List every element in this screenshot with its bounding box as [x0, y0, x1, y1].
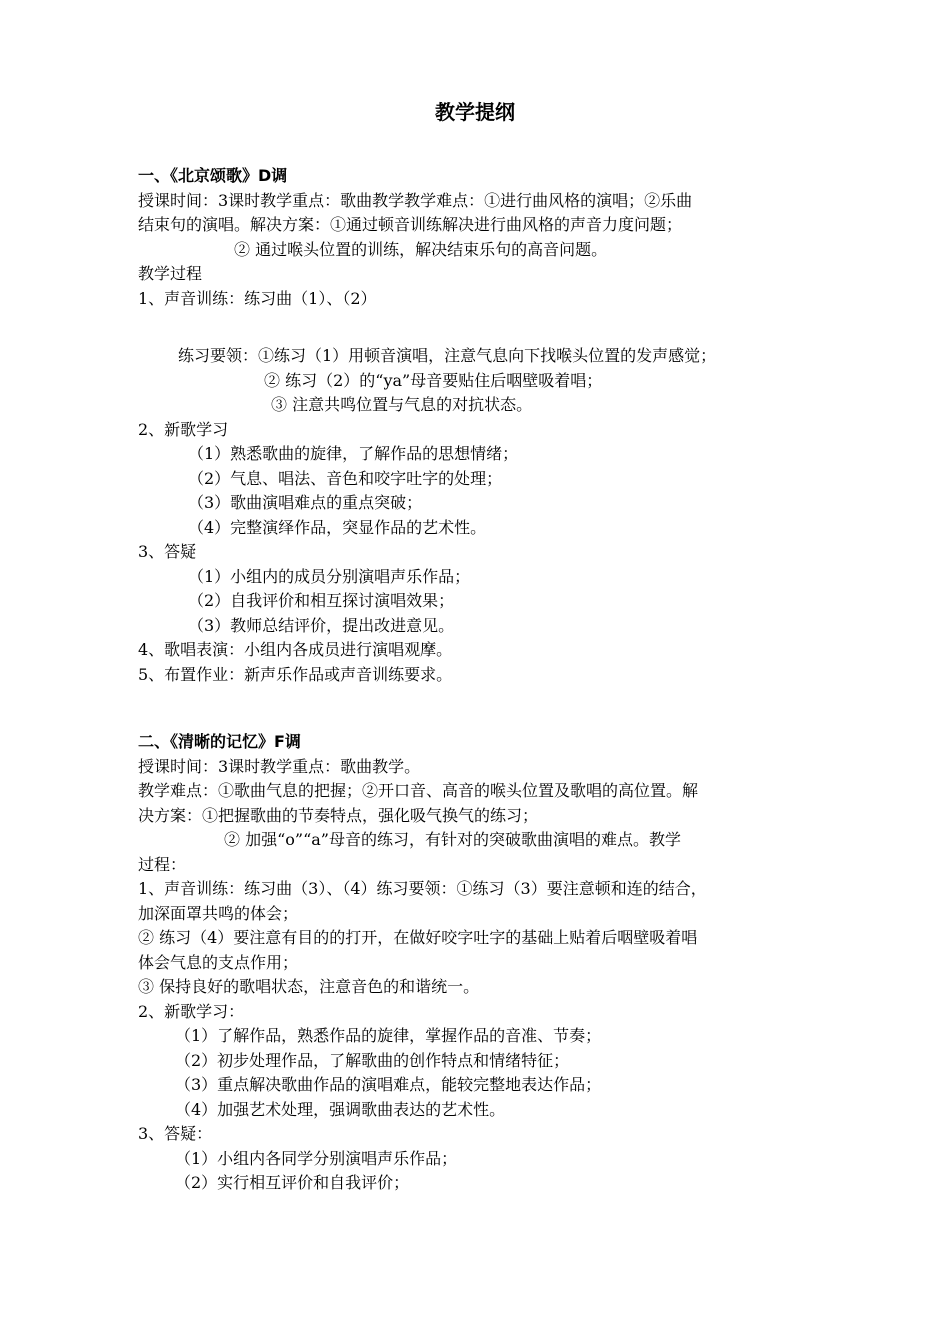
section-2-line: ② 练习（4）要注意有目的的打开，在做好咬字吐字的基础上贴着后咽壁吸着唱 [138, 928, 698, 947]
qa-title: 3、答疑： [138, 1124, 213, 1143]
section-2-line: ③ 保持良好的歌唱状态，注意音色的和谐统一。 [138, 977, 480, 996]
section-1-line: 教学过程 [138, 264, 203, 283]
qa-item: （1）小组内各同学分别演唱声乐作品； [175, 1148, 458, 1168]
section-1-line: 授课时间：3课时教学重点：歌曲教学教学难点：①进行曲风格的演唱；②乐曲 [138, 190, 693, 210]
new-song-item: （1）熟悉歌曲的旋律，了解作品的思想情绪； [188, 444, 519, 463]
section-1 [138, 164, 828, 311]
section-2-line: 1、声音训练：练习曲（3）、（4）练习要领：①练习（3）要注意顿和连的结合， [138, 879, 707, 898]
tail-line: 4、歌唱表演：小组内各成员进行演唱观摩。 [138, 640, 453, 659]
section-2-line: 体会气息的支点作用； [138, 952, 299, 972]
section-2-line: ② 加强“o”“a”母音的练习，有针对的突破歌曲演唱的难点。教学 [224, 830, 681, 849]
new-song-item: （3）重点解决歌曲作品的演唱难点，能较完整地表达作品； [175, 1075, 602, 1094]
document-title: 教学提纲 [435, 100, 515, 124]
qa-item: （1）小组内的成员分别演唱声乐作品； [188, 566, 471, 586]
section-2-line: 过程： [138, 854, 187, 874]
practice-line: ③ 注意共鸣位置与气息的对抗状态。 [271, 395, 533, 414]
section-1-line: 结束句的演唱。解决方案：①通过顿音训练解决进行曲风格的声音力度问题； [138, 215, 683, 234]
new-song-item: （2）初步处理作品，了解歌曲的创作特点和情绪特征； [175, 1050, 570, 1070]
section-1-heading: 一、《北京颂歌》D调 [138, 166, 288, 185]
new-song-title: 2、新歌学习： [138, 1001, 245, 1021]
new-song-item: （4）完整演绎作品，突显作品的艺术性。 [188, 517, 487, 537]
practice-line: 练习要领：①练习（1）用顿音演唱，注意气息向下找喉头位置的发声感觉； [178, 346, 717, 365]
section-2 [138, 730, 828, 1196]
section-1-practice [138, 344, 828, 687]
new-song-item: （1）了解作品，熟悉作品的旋律，掌握作品的音准、节奏； [175, 1026, 602, 1045]
section-2-line: 教学难点：①歌曲气息的把握；②开口音、高音的喉头位置及歌唱的高位置。解 [138, 781, 699, 800]
section-2-line: 授课时间：3课时教学重点：歌曲教学。 [138, 756, 421, 776]
practice-line: ② 练习（2）的“ya”母音要贴住后咽壁吸着唱； [264, 370, 603, 390]
new-song-item: （2）气息、唱法、音色和咬字吐字的处理； [188, 468, 503, 488]
qa-item: （2）自我评价和相互探讨演唱效果； [188, 591, 455, 610]
new-song-title: 2、新歌学习 [138, 419, 229, 439]
qa-title: 3、答疑 [138, 542, 197, 561]
qa-item: （3）教师总结评价，提出改进意见。 [188, 615, 455, 635]
section-2-heading: 二、《清晰的记忆》F调 [138, 732, 301, 751]
section-1-line: ② 通过喉头位置的训练，解决结束乐句的高音问题。 [234, 239, 608, 259]
section-2-line: 决方案：①把握歌曲的节奏特点，强化吸气换气的练习； [138, 805, 539, 825]
new-song-item: （3）歌曲演唱难点的重点突破； [188, 493, 423, 512]
section-2-line: 加深面罩共鸣的体会； [138, 903, 299, 923]
tail-line: 5、布置作业：新声乐作品或声音训练要求。 [138, 664, 453, 684]
section-1-line: 1、声音训练：练习曲（1）、（2） [138, 288, 377, 308]
qa-item: （2）实行相互评价和自我评价； [175, 1173, 410, 1192]
new-song-item: （4）加强艺术处理，强调歌曲表达的艺术性。 [175, 1099, 506, 1119]
